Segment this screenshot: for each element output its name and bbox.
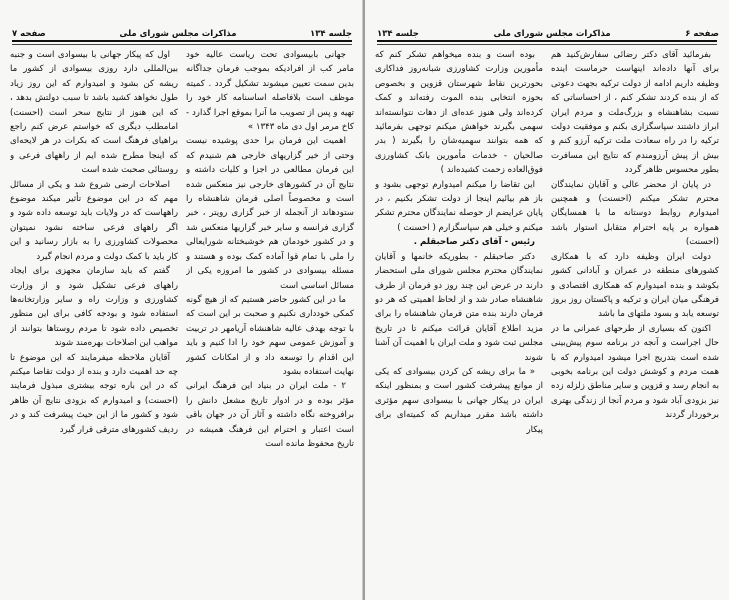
paragraph: « ما برای ریشه کن کردن بیسوادی که یکی از موانع پیشرفت کشور است و بمنظور اینکه ایران در پیکار جهانی با بیسوادی سهم مؤثری داشته باشد مقرر میداریم که کمیته‌ای برای پیکار	[375, 366, 543, 435]
paragraph: بفرمائید آقای دکتر رضائی سفارش‌کنید هم برای آنها داده‌اند اینهاست حرماست اینده وظیفه داریم ادامه از دولت ترکیه بجهت دعوتی که از بنده کردند تشکر کنم ، از احساساتی که نسبت بشاهنشاه و بزرگ‌ملت و مردم ایران ابراز داشتند سپاسگزاری بکنم و موفقیت دولت ترکیه را در راه سعادت ملت ترکیه آرزو کنم و بیش از پیش آرزومندم که نتایج این مسافرت بطور محسوس ظاهر گردد	[551, 50, 719, 176]
paragraph: ما در این کشور حاضر هستیم که از هیچ گونه کمکی خودداری نکنیم و صحبت بر این است که با توجه بهدف عالیه شاهنشاه آریامهر در تربیت و آموزش عمومی سهم خود را ادا کنیم و باید این اقدام را توسعه داد و از امکانات کشور نهایت استفاده بشود	[186, 294, 354, 377]
paragraph: دولت ایران وظیفه دارد که با همکاری کشورهای منطقه در عمران و آبادانی کشور بکوشد و بنده امیدوارم که همکاری اقتصادی و فرهنگی میان ایران و ترکیه و پاکستان روز بروز توسعه یابد و بسود ملتهای ما باشد	[551, 251, 719, 320]
page-number: صفحه ۷	[12, 29, 46, 39]
text-column-left	[10, 48, 178, 593]
page-number: صفحه ۶	[685, 29, 719, 39]
paragraph: بوده است و بنده میخواهم تشکر کنم که مأمورین وزارت کشاورزی شبانه‌روز فداکاری بحورترین نقاط شهرستان قزوین و بخصوص بحوزه انتخابی بنده الموت رفته‌اند و کمک کرده‌اند ولی هنوز عده‌ای از دهات نتوانسته‌اند سهمی بگیرند خواهش میکنم توجهی بفرمائید که همه بتوانند سهمیه‌شان را بگیرند ( بدر صالحیان - خدمات مأمورین بانک کشاورزی فوق‌العاده زحمت کشیده‌اند )	[375, 50, 543, 176]
paragraph: اکنون که بسیاری از طرحهای عمرانی ما در حال اجراست و آنجه در برنامه سوم پیش‌بینی شده است بتدریج اجرا میشود امیدوارم که با همت مردم و کوشش دولت این برنامه بخوبی به انجام رسد و قزوین و سایر مناطق زلزله زده نیز بزودی آباد شود و مردم آنجا از زندگی بهتری برخوردار گردند	[551, 323, 719, 421]
left-page	[0, 0, 364, 600]
text-column-right	[186, 48, 354, 593]
header-rule	[12, 40, 352, 42]
speaker-line: رئیس - آقای دکتر صاحبقلم .	[413, 237, 535, 248]
running-title: مذاکرات مجلس شورای ملی	[119, 29, 237, 39]
header-rule	[377, 40, 717, 42]
header-rule-thin	[12, 44, 352, 45]
paragraph: اول که پیکار جهانی با بیسوادی است و جنبه بین‌المللی دارد روزی بیسوادی از کشور ما ریشه کن بشود و امیدوارم که این روز زیاد طول نخواهد کشید باشد تا سبب دولتش بدهد ، که این هنوز از نتایج سحر است (احسنت) امامطلب دیگری که خواستم عرض کنم راجع براهیای فرهنگ است که بکرات در هر لایحه‌ای که اینجا مطرح شده ایم از راههای فرعی و روستائی صحبت شده است	[10, 50, 178, 176]
page-header	[12, 25, 352, 39]
paragraph: ۲ - ملت ایران در بنیاد این فرهنگ ایرانی مؤثر بوده و در ادوار تاریخ مشعل دانش را برافروخته نگاه داشته و آثار آن در جهان باقی است اعتبار و احترام این فرهنگ همیشه در تاریخ محفوظ مانده است	[186, 381, 354, 449]
text-column-left	[375, 48, 543, 593]
session-number: جلسه ۱۳۴	[377, 29, 419, 39]
paragraph: این تقاضا را میکنم امیدوارم توجهی بشود و باز هم بیائیم اینجا از دولت تشکر بکنیم ، در پایان عرایضم از حوصله نمایندگان محترم تشکر میکنم و خیلی هم سپاسگزارم ( احسنت )	[375, 179, 543, 233]
session-number: جلسه ۱۳۴	[310, 29, 352, 39]
paragraph: اهمیت این فرمان برا حدی پوشیده نیست وحتی از خیر گزاریهای خارجی هم شنیدم که این فرمان مطالعی در اجزا و کلیات داشته و نتایج آن در کشورهای خارجی نیز منعکس شده است و مخصوصاً اصلی فرمان شاهنشاه را ستودهاند از آنجمله از خبر گزاری رویتر ، خبر گزاری فرانسه و سایر خبر گزاریها منعکس شد و در کشور خودمان هم خوشبختانه شورایعالی را ملی با تمام قوا آماده کمک بوده و هستند و مسئله بیسوادی در کشور ما امروزه یکی از مسائل اساسی است	[186, 136, 354, 291]
header-rule-thin	[377, 44, 717, 45]
paragraph: اصلاحات ارضی شروع شد و یکی از مسائل مهم که در این موضوع تأثیر میکند موضوع راههاست که در ولایات باید توسعه داده شود و اگر راههای فرعی ساخته نشود نمیتوان محصولات کشاورزی را به بازار رسانید و این کار باید با کمک دولت و مردم انجام گیرد	[10, 179, 178, 262]
running-title: مذاکرات مجلس شورای ملی	[493, 29, 611, 39]
speaker-paragraph: دکتر صاحبقلم - بطوریکه خانمها و آقایان نمایندگان محترم مجلس شورای ملی استحضار دارند در عرض این چند روز دو فرمان از طرف شاهنشاه صادر شد و از لحاظ اهمیتی که هر دو فرمان دارند بنده متن فرمان شاهنشاه را برای مزید اطلاع آقایان قرائت میکنم تا در تاریخ مجلس ثبت شود و ملت ایران با اهمیت آن آشنا شوند	[375, 251, 543, 363]
paragraph: آقایان ملاحظه میفرمایند که این موضوع تا چه حد اهمیت دارد و بنده از دولت تقاضا میکنم که در این باره توجه بیشتری مبذول فرمایند (احسنت) و امیدوارم که بزودی نتایج آن ظاهر شود و کشور ما از این حیث پیشرفت کند و در ردیف کشورهای مترقی قرار گیرد	[10, 352, 178, 435]
paragraph: در پایان از محضر عالی و آقایان نمایندگان محترم تشکر میکنم (احسنت) و همچنین امیدوارم روابط دوستانه ما با همسایگان همواره بر پایه احترام متقابل استوار باشد (احسنت)	[551, 179, 719, 248]
paragraph: گفتم که باید سازمان مجهزی برای ایجاد راههای فرعی تشکیل شود و از وزارت کشاورزی و وزارت راه و سایر وزارتخانه‌ها استفاده شود و بودجه کافی برای این منظور تخصیص داده شود تا مردم روستاها بتوانند از مواهب این اصلاحات بهره‌مند شوند	[10, 266, 178, 349]
paragraph: جهانی بابیسوادی تحت ریاست عالیه خود مامر کب از افرادیکه بموجب فرمان جداگانه بدین سمت تعیین میشوند تشکیل گردد . کمیته موظف است بلافاصله اساسنامه کار خود را تهیه و پس از تصویب ما آنرا بموقع اجرا گذارد - کاخ مرمر اول دی ماه ۱۳۴۳ »	[186, 50, 354, 133]
right-page	[365, 0, 729, 600]
page-header	[377, 25, 719, 39]
text-column-right	[551, 48, 719, 593]
